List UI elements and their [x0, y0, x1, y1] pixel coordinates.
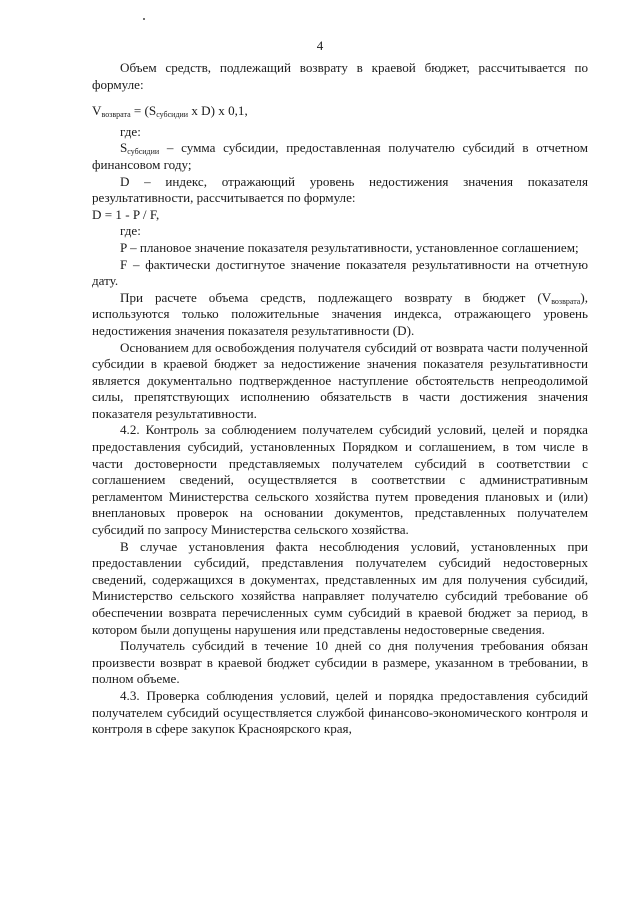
formula-return-amount: [92, 103, 588, 120]
calc-before: При расчете объема средств, подлежащего возврату в бюджет (V: [120, 289, 552, 305]
formula-v: V: [92, 103, 102, 119]
formula-rest: x D) x 0,1,: [188, 103, 248, 119]
formula-v-subscript: возврата: [101, 110, 131, 120]
scan-speck: [143, 18, 145, 20]
paragraph-4-2: 4.2. Контроль за соблюдением получателем субсидий условий, целей и порядка предоставления субсидий, установленных Порядком и соглашением, в том числе в части достоверности представляемых получателем субсидий в соответствии с соглашением сведений, осуществляется в соответствии с административным регламентом Министерства сельского хозяйства путем проведения плановых и (или) внеплановых проверок на основании документов, представленных получателем субсидий по запросу Министерства сельского хозяйства.: [92, 422, 588, 538]
calc-subscript: возврата: [551, 296, 581, 306]
formula-eq: = (S: [130, 103, 157, 119]
paragraph-violation: В случае установления факта несоблюдения условий, установленных при предоставлении субсидий, представления получателем субсидий недостоверных сведений, содержащихся в документах, представленных им для получения субсидий, Министерство сельского хозяйства направляет получателю субсидий требование об обеспечении возврата перечисленных сумм субсидий в краевой бюджет за период, в котором были допущены нарушения или представлены недостоверные сведения.: [92, 538, 588, 637]
paragraph-calculation: [92, 290, 588, 340]
formula-index-d: D = 1 - P / F,: [92, 206, 160, 222]
definition-s-subscript: субсидии: [127, 147, 160, 157]
formula-s-subscript: субсидии: [156, 110, 189, 120]
page-number: 4: [316, 38, 324, 53]
definition-d: D – индекс, отражающий уровень недостижения значения показателя результативности, рассчитывается по формуле:: [92, 173, 588, 206]
calc-after: ), используются только положительные значения индекса, отражающего уровень недостижения значения показателя результативности (D).: [92, 289, 588, 338]
definition-p: P – плановое значение показателя результативности, установленное соглашением;: [120, 239, 579, 255]
document-body: [92, 60, 588, 738]
paragraph-release: Основанием для освобождения получателя субсидий от возврата части полученной субсидии в краевой бюджет за недостижение значения показателя результативности является документально подтвержденное наступление обстоятельств непреодолимой силы, препятствующих исполнению обязательств в части достижения значения показателя результативности.: [92, 339, 588, 421]
where-label-2: где:: [120, 223, 141, 239]
paragraph-intro: Объем средств, подлежащий возврату в краевой бюджет, рассчитывается по формуле:: [92, 60, 588, 92]
paragraph-4-3: 4.3. Проверка соблюдения условий, целей и порядка предоставления субсидий получателем субсидий осуществляется службой финансово-экономического контроля и контроля в сфере закупок Красноярского края,: [92, 687, 588, 737]
definition-f: F – фактически достигнутое значение показателя результативности на отчетную дату.: [92, 256, 588, 289]
paragraph-return: Получатель субсидий в течение 10 дней со дня получения требования обязан произвести возврат в краевой бюджет субсидии в размере, указанном в требовании, в полном объеме.: [92, 638, 588, 687]
definition-s: [92, 140, 588, 173]
definition-s-symbol: S: [120, 140, 128, 156]
definition-s-text: – сумма субсидии, предоставленная получателю субсидий в отчетном финансовом году;: [92, 140, 588, 172]
where-label: где:: [120, 123, 141, 139]
